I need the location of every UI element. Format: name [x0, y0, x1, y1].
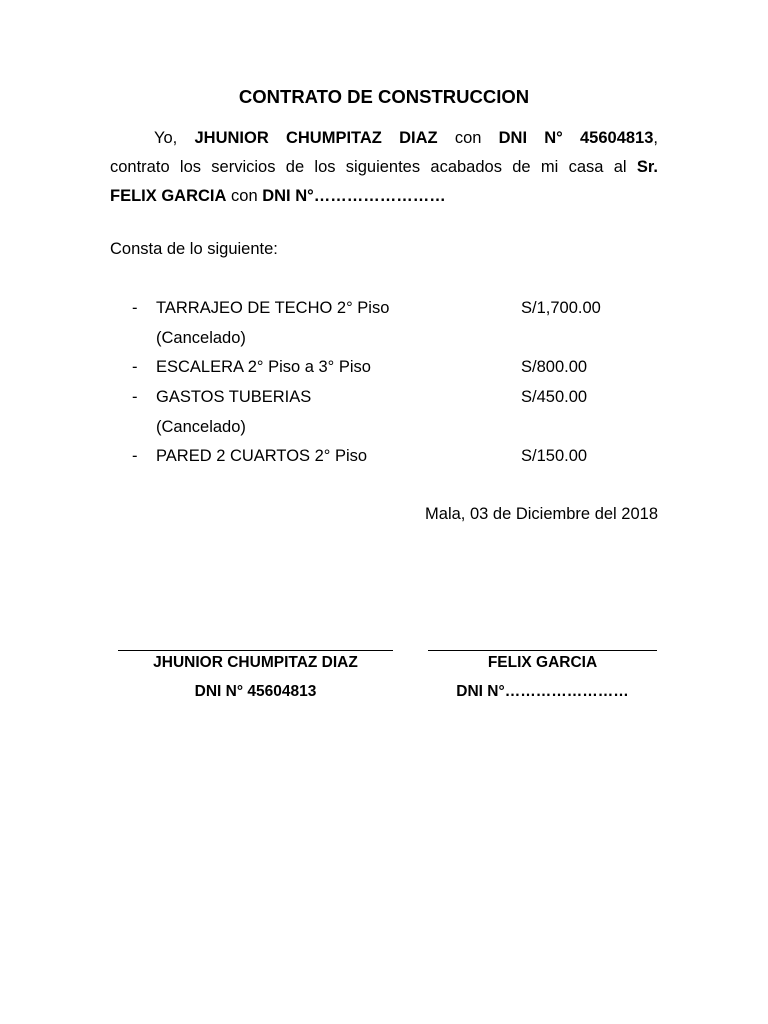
list-item [110, 358, 670, 382]
item-description: TARRAJEO DE TECHO 2° Piso [156, 299, 390, 317]
document-title: CONTRATO DE CONSTRUCCION [238, 86, 530, 107]
signature-name: FELIX GARCIA [487, 654, 598, 671]
item-description: PARED 2 CUARTOS 2° Piso [156, 447, 368, 465]
item-description: ESCALERA 2° Piso a 3° Piso [156, 358, 371, 376]
list-item [110, 388, 670, 412]
paragraph-line-2 [110, 153, 658, 182]
item-dash: - [132, 299, 138, 317]
paragraph-line-3 [110, 182, 658, 211]
item-dash: - [132, 388, 138, 406]
signature-dni: DNI N° 45604813 [194, 683, 317, 700]
item-description: GASTOS TUBERIAS [156, 388, 312, 406]
item-price: S/1,700.00 [521, 299, 601, 317]
item-note: (Cancelado) [156, 418, 246, 436]
list-item [110, 447, 670, 471]
paragraph-line-1 [110, 124, 658, 153]
place-date: Mala, 03 de Diciembre del 2018 [425, 505, 658, 523]
contractor-dni: 45604813 [580, 129, 654, 147]
con-text-2: con [231, 187, 258, 205]
comma-text: , [653, 129, 659, 147]
item-dash: - [132, 447, 138, 465]
signature-dni: DNI N°…………………… [456, 683, 629, 700]
item-note: (Cancelado) [156, 329, 246, 347]
sr-text: Sr. [636, 158, 658, 176]
item-price: S/150.00 [521, 447, 588, 465]
item-dash: - [132, 358, 138, 376]
contractor-dni-label: DNI N° [498, 129, 563, 147]
con-text: con [454, 129, 482, 147]
item-price: S/450.00 [521, 388, 588, 406]
yo-text: Yo, [154, 129, 178, 147]
body-text: contrato los servicios de los siguientes acabados de mi casa al [110, 158, 627, 176]
signature-name: JHUNIOR CHUMPITAZ DIAZ [153, 654, 358, 671]
intro-text: Consta de lo siguiente: [110, 240, 278, 258]
contractor-name: JHUNIOR CHUMPITAZ DIAZ [194, 129, 438, 147]
list-item [110, 299, 670, 323]
signature-line [118, 650, 393, 651]
item-price: S/800.00 [521, 358, 588, 376]
signature-line [428, 650, 657, 651]
worker-name: FELIX GARCIA [110, 187, 227, 205]
worker-dni-line: DNI N°…………………… [262, 187, 446, 205]
contract-paragraph [110, 124, 658, 211]
